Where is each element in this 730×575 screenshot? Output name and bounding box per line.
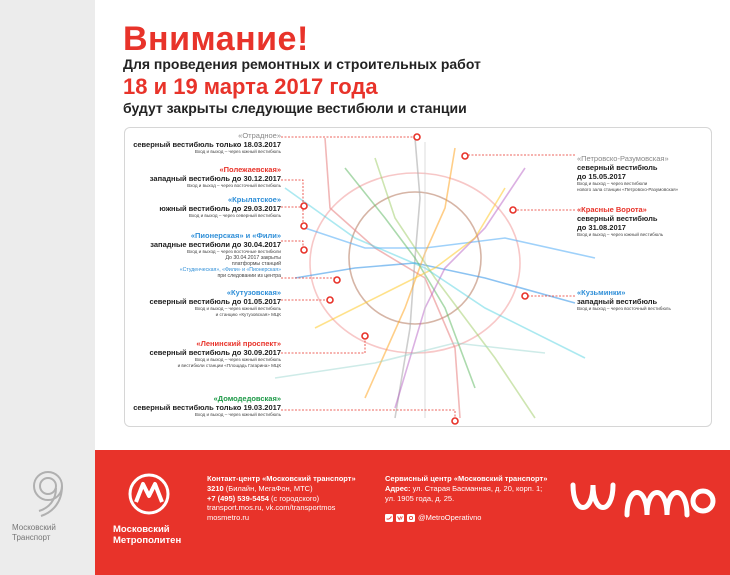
address-line2: ул. 1905 года, д. 25. — [385, 493, 455, 503]
metro-brand-line2: Метрополитен — [113, 535, 182, 546]
note-kutuzovskaya-small1: Вход и выход – через южный вестибюль — [194, 306, 281, 311]
address-line1: ул. Старая Басманная, д. 20, корп. 1; — [410, 483, 543, 493]
contact-phone[interactable]: +7 (495) 539-5454 — [207, 493, 269, 503]
contact-link-mosmetro[interactable]: mosmetro.ru — [207, 513, 250, 523]
note-pionerskaya-extra2: платформы станций — [231, 261, 281, 267]
note-otradnoe — [129, 131, 281, 155]
twitter-icon[interactable] — [385, 514, 393, 522]
note-pionerskaya-station: «Пионерская» и «Фили» — [190, 231, 281, 240]
note-pionerskaya-extra-stations: «Студенческая», «Фили» и «Пионерская» — [179, 267, 281, 273]
note-krasnye-main2: до 31.08.2017 — [577, 223, 626, 232]
page-title: Внимание! — [123, 20, 309, 58]
note-petrovsko — [577, 154, 709, 193]
note-polezhaevskaya-station: «Полежаевская» — [219, 165, 281, 174]
note-pionerskaya-extra1: До 30.04.2017 закрыты — [225, 255, 281, 261]
note-kutuzovskaya-small2: и станцию «Кутузовская» МЦК — [215, 312, 281, 317]
note-krasnye-main1: северный вестибюль — [577, 214, 658, 223]
metro-brand-line1: Московский — [113, 524, 170, 535]
note-pionerskaya-small: Вход и выход – через восточные вестибюли — [186, 249, 281, 254]
note-otradnoe-small: Вход и выход – через южный вестибюль — [194, 149, 281, 154]
note-polezhaevskaya-small: Вход и выход – через восточный вестибюль — [187, 183, 281, 188]
note-pionerskaya-main: западные вестибюли до 30.04.2017 — [150, 240, 281, 249]
decorative-wave-icon — [569, 475, 719, 525]
note-krylatskoe — [129, 195, 281, 219]
note-krasnye-small: Вход и выход – через южный вестибюль — [577, 232, 664, 237]
service-title: Сервисный центр «Московский транспорт» — [385, 474, 548, 483]
note-domodedovskaya-small: Вход и выход – через южный вестибюль — [194, 412, 281, 417]
moscow-transport-logo-icon — [25, 468, 71, 518]
note-pionerskaya-extra3: при следовании из центра — [217, 273, 281, 279]
subtitle-closed: будут закрыты следующие вестибюли и станции — [123, 100, 467, 116]
address-label: Адрес: — [385, 483, 411, 493]
note-domodedovskaya-station: «Домодедовская» — [213, 394, 281, 403]
social-links — [385, 513, 481, 522]
note-petrovsko-station: «Петровско-Разумовская» — [577, 154, 669, 163]
note-kuzminki-main: западный вестибюль — [577, 297, 658, 306]
moscow-transport-name — [12, 523, 56, 543]
note-leninsky-small2: и вестибюли станции «Площадь Гагарина» МЦК — [177, 363, 281, 368]
contact-number[interactable]: 3210 — [207, 483, 224, 493]
note-kuzminki-small: Вход и выход – через восточный вестибюль — [577, 306, 671, 311]
note-leninsky-small1: Вход и выход – через южный вестибюль — [194, 357, 281, 362]
contact-title: Контакт-центр «Московский транспорт» — [207, 474, 356, 483]
note-krylatskoe-small: Вход и выход – через северный вестибюль — [188, 213, 281, 218]
note-leninsky-main: северный вестибюль до 30.09.2017 — [149, 348, 281, 357]
metro-m-logo-icon — [127, 472, 171, 516]
note-kuzminki-station: «Кузьминки» — [577, 288, 626, 297]
contact-links[interactable]: transport.mos.ru, vk.com/transportmos — [207, 503, 336, 513]
note-petrovsko-main2: до 15.05.2017 — [577, 172, 626, 181]
note-krasnye-station: «Красные Ворота» — [577, 205, 647, 214]
contact-phone-note: (с городского) — [268, 493, 320, 503]
note-krasnye — [577, 205, 709, 238]
note-pionerskaya — [129, 231, 281, 279]
vk-icon[interactable] — [396, 514, 404, 522]
footer — [95, 450, 730, 575]
note-petrovsko-small1: Вход и выход – через вестибюли — [577, 181, 648, 186]
note-leninsky — [129, 339, 281, 369]
metro-brand-name — [113, 524, 181, 546]
note-petrovsko-main1: северный вестибюль — [577, 163, 658, 172]
note-krylatskoe-main: южный вестибюль до 29.03.2017 — [159, 204, 281, 213]
moscow-transport-line1: Московский — [12, 523, 56, 532]
service-center — [385, 474, 547, 503]
note-domodedovskaya-main: северный вестибюль только 19.03.2017 — [133, 403, 281, 412]
note-kutuzovskaya-main: северный вестибюль до 01.05.2017 — [149, 297, 281, 306]
note-otradnoe-station: «Отрадное» — [238, 131, 281, 140]
note-kutuzovskaya-station: «Кутузовская» — [226, 288, 281, 297]
subtitle-works: Для проведения ремонтных и строительных работ — [123, 56, 481, 72]
note-otradnoe-main: северный вестибюль только 18.03.2017 — [133, 140, 281, 149]
note-polezhaevskaya-main: западный вестибюль до 30.12.2017 — [149, 174, 281, 183]
metro-map[interactable] — [124, 127, 712, 427]
note-kutuzovskaya — [129, 288, 281, 318]
note-leninsky-station: «Ленинский проспект» — [196, 339, 281, 348]
contact-number-note: (Билайн, МегаФон, МТС) — [223, 483, 313, 493]
social-handle[interactable]: @MetroOperativno — [418, 513, 482, 522]
note-kuzminki — [577, 288, 709, 312]
subtitle-dates: 18 и 19 марта 2017 года — [123, 74, 378, 99]
contact-center — [207, 474, 356, 523]
moscow-transport-line2: Транспорт — [12, 533, 51, 542]
note-polezhaevskaya — [129, 165, 281, 189]
note-petrovsko-small2: нового зала станции «Петровско-Разумовская» — [577, 187, 679, 192]
note-domodedovskaya — [129, 394, 281, 418]
instagram-icon[interactable] — [407, 514, 415, 522]
note-krylatskoe-station: «Крылатское» — [228, 195, 281, 204]
